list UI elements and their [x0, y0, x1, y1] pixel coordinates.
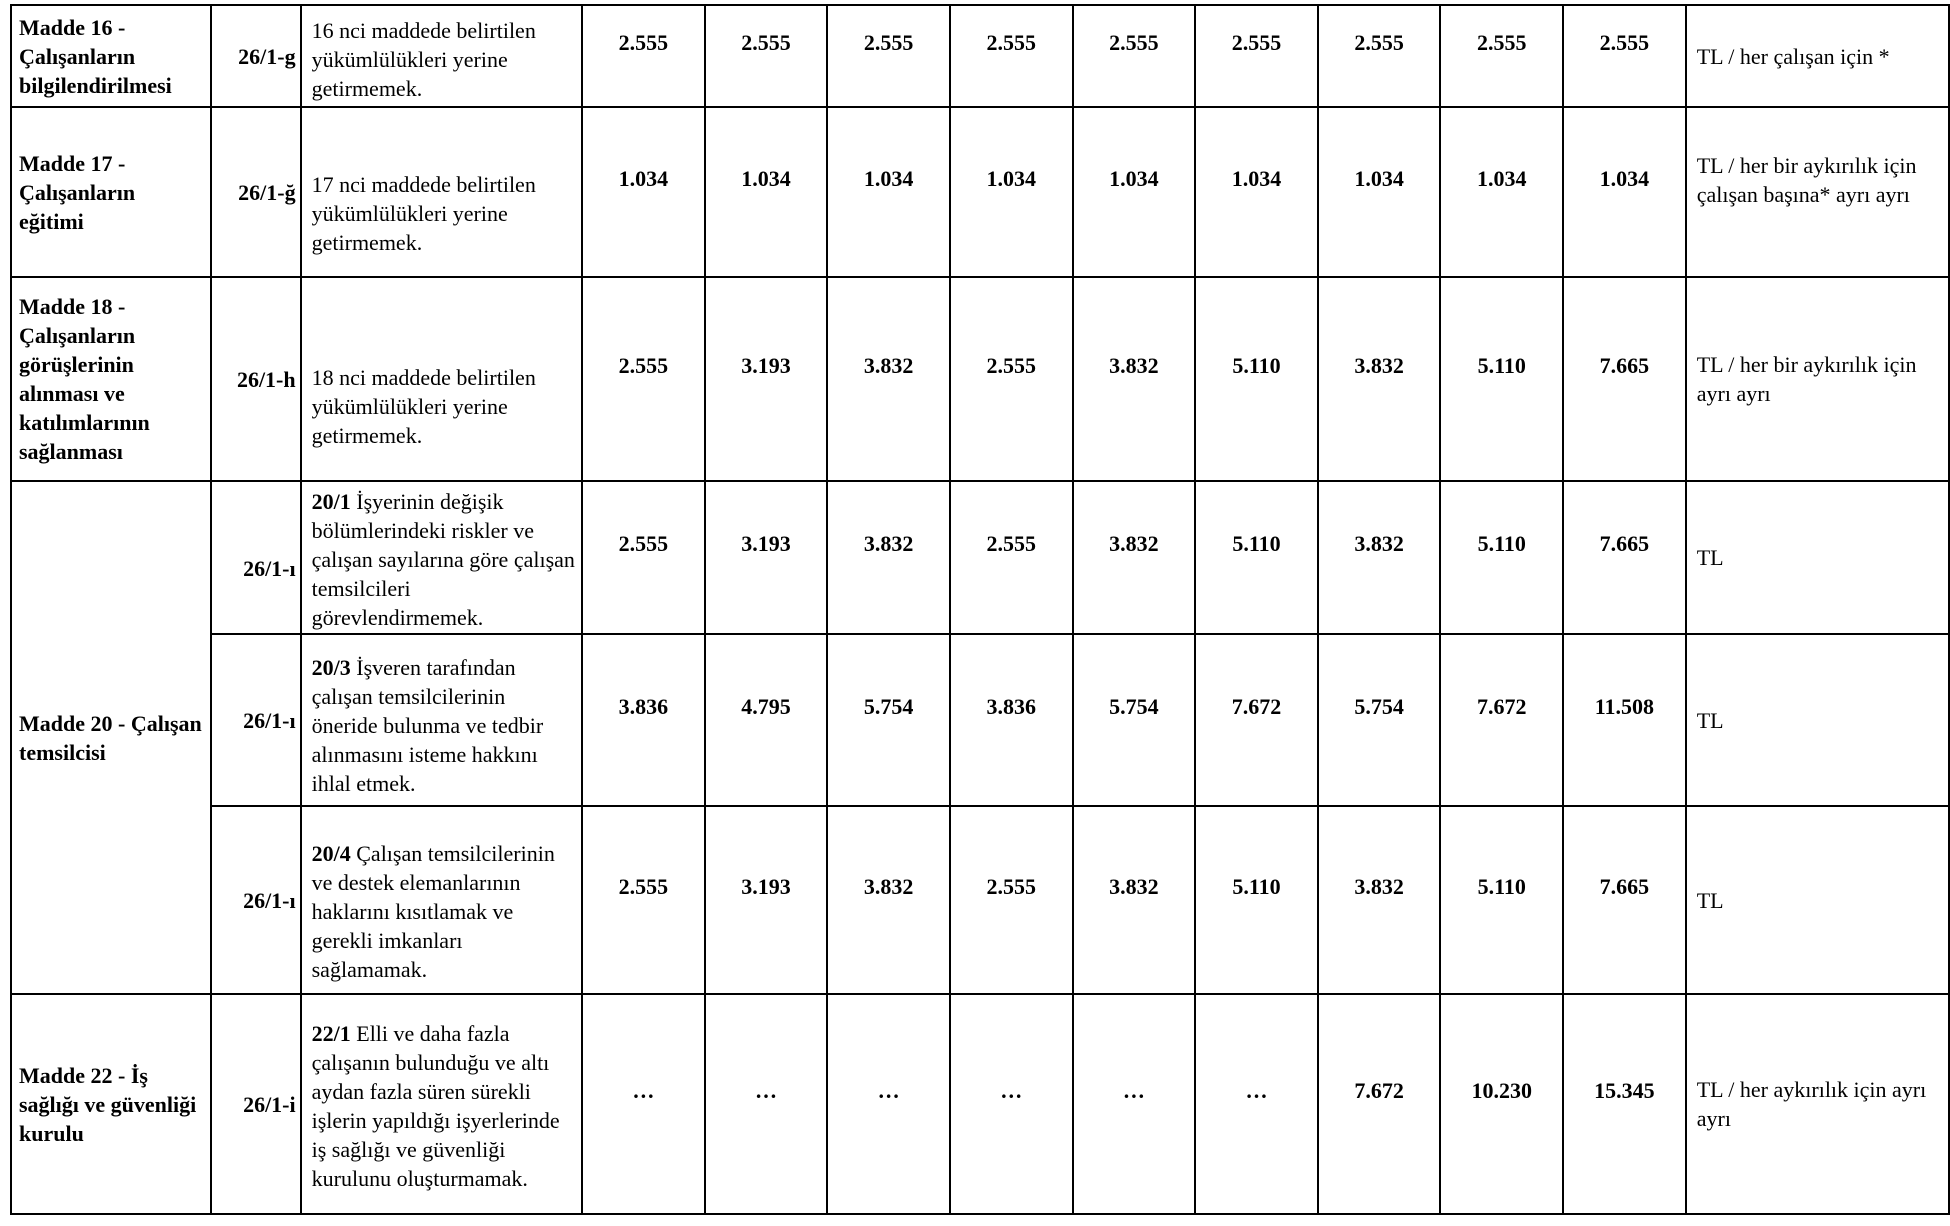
- amount-value: 5.110: [1232, 531, 1281, 556]
- amount-cell: [582, 5, 705, 107]
- amount-value: 2.555: [1109, 29, 1159, 55]
- amount-cell: [827, 481, 950, 634]
- madde-cell: Madde 17 - Çalışanların eğitimi: [11, 107, 211, 277]
- unit-text: TL / her çalışan için *: [1696, 43, 1890, 69]
- amount-value: 1.034: [1231, 165, 1282, 191]
- unit-text: TL / her bir aykırılık için ayrı ayrı: [1696, 352, 1917, 406]
- amount-value: 3.832: [863, 873, 914, 899]
- amount-cell: [1073, 806, 1196, 994]
- amount-value: 3.832: [863, 531, 914, 556]
- unit-text: TL: [1696, 707, 1724, 733]
- amount-cell: [1563, 481, 1686, 634]
- description-cell: [301, 481, 583, 634]
- description-text: Elli ve daha fazla çalışanın bulunduğu ve altı aydan fazla süren sürekli işlerin yapıldığı işyerlerinde iş sağlığı ve güvenliği kurulunu oluşturmamak.: [311, 1021, 560, 1191]
- amount-value: 3.832: [1354, 352, 1404, 378]
- amount-cell: [1073, 481, 1196, 634]
- amount-cell: [1318, 806, 1441, 994]
- amount-cell: [1073, 994, 1196, 1214]
- amount-value: 2.555: [618, 352, 669, 378]
- description-article-number: 20/3: [311, 654, 351, 680]
- amount-cell: [582, 634, 705, 806]
- table-row: [11, 5, 1949, 107]
- description-article-number: 20/1: [311, 489, 351, 514]
- madde-cell: Madde 16 - Çalışanların bilgilendirilmesi: [11, 5, 211, 107]
- reference-cell: 26/1-ı: [211, 806, 301, 994]
- amount-value: …: [1245, 1077, 1268, 1103]
- amount-value: 2.555: [618, 873, 669, 899]
- amount-cell: [1318, 994, 1441, 1214]
- amount-value: 1.034: [1109, 165, 1159, 191]
- amount-cell: [705, 806, 828, 994]
- unit-cell: [1686, 806, 1949, 994]
- amount-cell: [705, 107, 828, 277]
- description-cell: [301, 634, 583, 806]
- amount-value: 7.672: [1476, 693, 1527, 719]
- amount-cell: [1195, 481, 1318, 634]
- amount-value: 2.555: [986, 29, 1036, 55]
- amount-value: 1.034: [863, 165, 914, 191]
- amount-cell: [1318, 277, 1441, 481]
- amount-value: 7.672: [1354, 1077, 1404, 1103]
- amount-cell: [582, 806, 705, 994]
- amount-cell: [950, 481, 1073, 634]
- unit-text: TL: [1696, 545, 1724, 570]
- amount-value: 4.795: [741, 693, 791, 719]
- amount-value: 3.832: [1354, 873, 1404, 899]
- madde-cell: Madde 22 - İş sağlığı ve güvenliği kurulu: [11, 994, 211, 1214]
- amount-value: 3.832: [1109, 352, 1159, 378]
- amount-cell: [950, 994, 1073, 1214]
- amount-value: 7.665: [1599, 531, 1650, 556]
- amount-cell: [705, 277, 828, 481]
- reference-cell: 26/1-ı: [211, 481, 301, 634]
- table-row: [11, 634, 1949, 806]
- amount-value: 3.836: [618, 693, 669, 719]
- description-cell: [301, 107, 583, 277]
- amount-cell: [1195, 107, 1318, 277]
- amount-cell: [1195, 5, 1318, 107]
- amount-value: 2.555: [741, 29, 791, 55]
- unit-cell: [1686, 634, 1949, 806]
- amount-cell: [827, 634, 950, 806]
- amount-value: 5.110: [1232, 352, 1281, 378]
- amount-value: 1.034: [1599, 165, 1650, 191]
- amount-cell: [1440, 994, 1563, 1214]
- amount-cell: [1073, 107, 1196, 277]
- unit-cell: [1686, 481, 1949, 634]
- amount-value: 1.034: [1354, 165, 1404, 191]
- amount-cell: [950, 277, 1073, 481]
- amount-value: 2.555: [863, 29, 914, 55]
- amount-cell: [1073, 277, 1196, 481]
- description-cell: [301, 806, 583, 994]
- amount-cell: [827, 107, 950, 277]
- madde-cell: Madde 20 - Çalışan temsilcisi: [11, 481, 211, 994]
- amount-value: 3.193: [741, 352, 791, 378]
- amount-cell: [1440, 806, 1563, 994]
- table-row: [11, 481, 1949, 634]
- amount-value: 3.832: [863, 352, 914, 378]
- amount-value: 3.193: [741, 531, 791, 556]
- amount-value: 3.832: [1109, 873, 1159, 899]
- amount-cell: [1563, 634, 1686, 806]
- description-text: 16 nci maddede belirtilen yükümlülükleri yerine getirmemek.: [311, 17, 536, 101]
- amount-cell: [1318, 481, 1441, 634]
- description-text: Çalışan temsilcilerinin ve destek elemanlarının haklarını kısıtlamak ve gerekli imkanları sağlamamak.: [311, 840, 555, 982]
- madde-cell: Madde 18 - Çalışanların görüşlerinin alınması ve katılımlarının sağlanması: [11, 277, 211, 481]
- amount-value: 3.836: [986, 693, 1036, 719]
- amount-value: 3.832: [1354, 531, 1404, 556]
- amount-value: 7.672: [1231, 693, 1282, 719]
- amount-value: …: [877, 1077, 900, 1103]
- description-article-number: 22/1: [311, 1021, 351, 1046]
- description-text: İşveren tarafından çalışan temsilcilerinin öneride bulunma ve tedbir alınmasını isteme hakkını ihlal etmek.: [311, 654, 544, 796]
- unit-text: TL / her aykırılık için ayrı ayrı: [1696, 1077, 1927, 1131]
- amount-value: 2.555: [1231, 29, 1282, 55]
- amount-cell: [1318, 634, 1441, 806]
- amount-value: …: [755, 1077, 778, 1103]
- amount-cell: [827, 277, 950, 481]
- amount-value: …: [1122, 1077, 1145, 1103]
- amount-cell: [705, 5, 828, 107]
- amount-cell: [582, 994, 705, 1214]
- description-text: 17 nci maddede belirtilen yükümlülükleri yerine getirmemek.: [311, 171, 536, 255]
- amount-cell: [1073, 5, 1196, 107]
- amount-cell: [1195, 277, 1318, 481]
- amount-cell: [1318, 107, 1441, 277]
- reference-cell: 26/1-g: [211, 5, 301, 107]
- amount-value: 5.754: [1354, 693, 1404, 719]
- amount-cell: [950, 5, 1073, 107]
- unit-text: TL: [1696, 887, 1724, 913]
- amount-value: 3.832: [1109, 531, 1159, 556]
- amount-cell: [827, 994, 950, 1214]
- amount-value: …: [1000, 1077, 1023, 1103]
- amount-value: 2.555: [986, 352, 1036, 378]
- reference-cell: 26/1-i: [211, 994, 301, 1214]
- amount-cell: [950, 107, 1073, 277]
- description-text: İşyerinin değişik bölümlerindeki riskler ve çalışan sayılarına göre çalışan temsilcileri görevlendirmemek.: [311, 489, 575, 630]
- amount-value: 5.754: [1109, 693, 1159, 719]
- amount-cell: [1318, 5, 1441, 107]
- amount-cell: [705, 994, 828, 1214]
- amount-value: 1.034: [986, 165, 1036, 191]
- amount-value: 15.345: [1594, 1077, 1655, 1103]
- reference-cell: 26/1-h: [211, 277, 301, 481]
- amount-value: 11.508: [1594, 693, 1655, 719]
- amount-cell: [1440, 481, 1563, 634]
- table-row: [11, 277, 1949, 481]
- amount-value: 1.034: [618, 165, 669, 191]
- amount-cell: [1073, 634, 1196, 806]
- amount-cell: [950, 806, 1073, 994]
- description-cell: [301, 994, 583, 1214]
- unit-cell: [1686, 5, 1949, 107]
- amount-cell: [827, 806, 950, 994]
- description-cell: [301, 277, 583, 481]
- amount-cell: [1563, 107, 1686, 277]
- reference-cell: 26/1-ğ: [211, 107, 301, 277]
- amount-value: 5.110: [1477, 873, 1526, 899]
- amount-value: …: [632, 1077, 655, 1103]
- table-row: [11, 806, 1949, 994]
- amount-cell: [950, 634, 1073, 806]
- amount-cell: [1440, 634, 1563, 806]
- unit-cell: [1686, 107, 1949, 277]
- description-cell: [301, 5, 583, 107]
- amount-cell: [582, 277, 705, 481]
- description-text: 18 nci maddede belirtilen yükümlülükleri yerine getirmemek.: [311, 364, 536, 448]
- amount-cell: [1440, 5, 1563, 107]
- table-row: [11, 994, 1949, 1214]
- amount-value: 2.555: [1476, 29, 1527, 55]
- amount-cell: [1195, 994, 1318, 1214]
- amount-cell: [1195, 634, 1318, 806]
- unit-text: TL / her bir aykırılık için çalışan başına* ayrı ayrı: [1696, 153, 1917, 207]
- amount-cell: [827, 5, 950, 107]
- amount-cell: [705, 481, 828, 634]
- unit-cell: [1686, 994, 1949, 1214]
- amount-value: 5.110: [1477, 352, 1526, 378]
- amount-cell: [1563, 806, 1686, 994]
- description-article-number: 20/4: [311, 840, 351, 866]
- amount-value: 7.665: [1599, 352, 1650, 378]
- table-row: [11, 107, 1949, 277]
- amount-value: 10.230: [1471, 1077, 1532, 1103]
- amount-value: 2.555: [1599, 29, 1650, 55]
- amount-cell: [705, 634, 828, 806]
- amount-value: 5.110: [1477, 531, 1526, 556]
- amount-value: 7.665: [1599, 873, 1650, 899]
- amount-value: 5.110: [1232, 873, 1281, 899]
- amount-cell: [1440, 107, 1563, 277]
- amount-value: 2.555: [986, 873, 1036, 899]
- amount-cell: [1563, 277, 1686, 481]
- amount-value: 2.555: [618, 531, 669, 556]
- amount-cell: [1563, 994, 1686, 1214]
- amount-value: 5.754: [863, 693, 914, 719]
- amount-cell: [1563, 5, 1686, 107]
- amount-cell: [582, 481, 705, 634]
- amount-value: 2.555: [986, 531, 1036, 556]
- unit-cell: [1686, 277, 1949, 481]
- amount-value: 2.555: [1354, 29, 1404, 55]
- amount-cell: [1440, 277, 1563, 481]
- amount-value: 3.193: [741, 873, 791, 899]
- penalty-table: [10, 4, 1950, 1215]
- amount-cell: [1195, 806, 1318, 994]
- reference-cell: 26/1-ı: [211, 634, 301, 806]
- amount-value: 1.034: [1476, 165, 1527, 191]
- amount-value: 1.034: [741, 165, 791, 191]
- amount-cell: [582, 107, 705, 277]
- amount-value: 2.555: [618, 29, 669, 55]
